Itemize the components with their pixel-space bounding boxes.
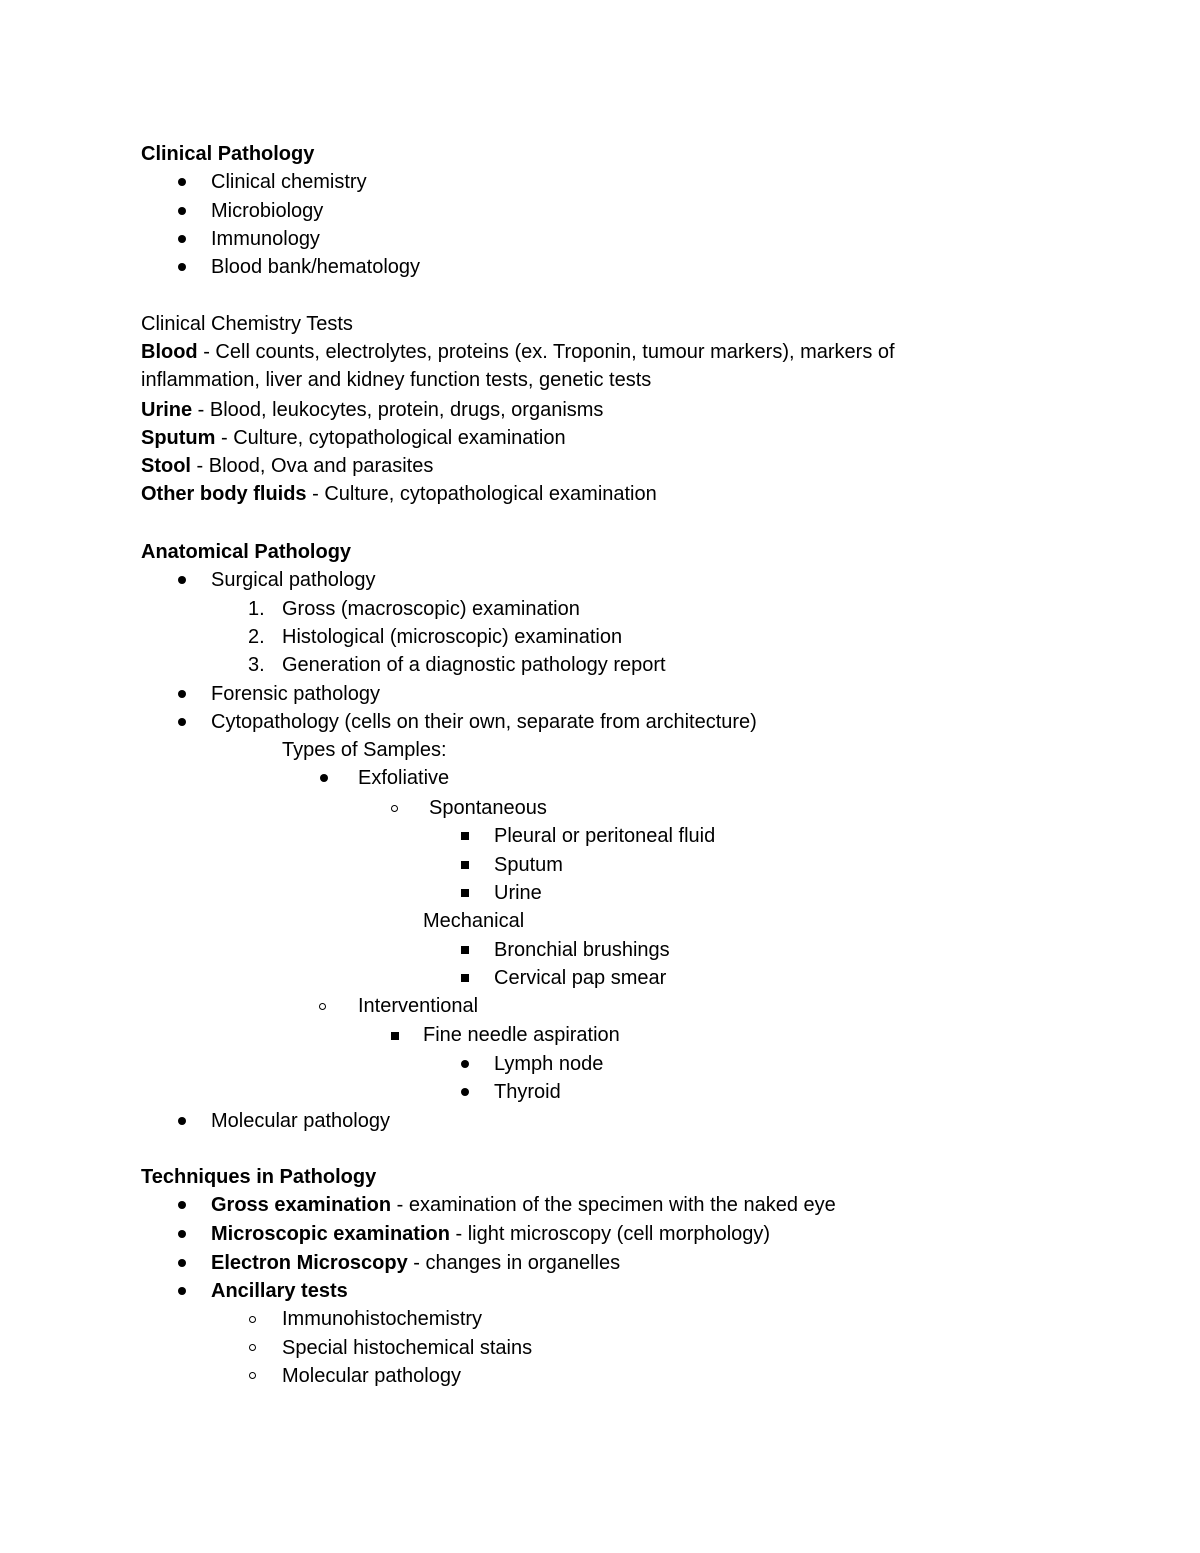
gross-row <box>211 1191 836 1219</box>
bullet-circle-icon <box>249 1316 256 1323</box>
step-number: 1. <box>248 598 265 620</box>
stool-label: Stool <box>141 455 191 477</box>
bullet-disc-icon <box>178 235 186 243</box>
list-item: Sputum <box>494 854 563 876</box>
gross-text: - examination of the specimen with the naked eye <box>391 1194 836 1216</box>
heading-techniques: Techniques in Pathology <box>141 1166 377 1188</box>
blood-row <box>141 338 895 366</box>
bullet-disc-icon <box>178 1201 186 1209</box>
list-item: Spontaneous <box>429 797 547 819</box>
electron-row <box>211 1249 620 1277</box>
list-item: Generation of a diagnostic pathology report <box>282 654 666 676</box>
list-item: Molecular pathology <box>282 1365 461 1387</box>
bullet-circle-icon <box>249 1344 256 1351</box>
bullet-square-icon <box>391 1032 399 1040</box>
bullet-circle-icon <box>319 1003 326 1010</box>
other-fluids-text: - Culture, cytopathological examination <box>306 483 657 505</box>
list-item: Cervical pap smear <box>494 967 667 989</box>
urine-text: - Blood, leukocytes, protein, drugs, organisms <box>192 399 604 421</box>
bullet-disc-icon <box>178 1230 186 1238</box>
bullet-square-icon <box>461 861 469 869</box>
step-number: 3. <box>248 654 265 676</box>
bullet-circle-icon <box>391 805 398 812</box>
bullet-disc-icon <box>461 1088 469 1096</box>
microscopic-text: - light microscopy (cell morphology) <box>449 1223 771 1245</box>
microscopic-label: Microscopic examination <box>211 1223 450 1245</box>
list-item: Fine needle aspiration <box>423 1024 620 1046</box>
list-item: Molecular pathology <box>211 1110 390 1132</box>
urine-label: Urine <box>141 399 193 421</box>
blood-row-continued: inflammation, liver and kidney function tests, genetic tests <box>141 369 652 391</box>
list-item: Immunohistochemistry <box>282 1308 483 1330</box>
list-item: Immunology <box>211 228 320 250</box>
bullet-disc-icon <box>178 718 186 726</box>
list-item: Cytopathology (cells on their own, separate from architecture) <box>211 711 757 733</box>
list-item: Histological (microscopic) examination <box>282 626 623 648</box>
bullet-disc-icon <box>178 207 186 215</box>
bullet-square-icon <box>461 946 469 954</box>
heading-clinical-pathology: Clinical Pathology <box>141 143 315 165</box>
list-item: Clinical chemistry <box>211 171 367 193</box>
bullet-square-icon <box>461 974 469 982</box>
bullet-square-icon <box>461 889 469 897</box>
bullet-disc-icon <box>461 1060 469 1068</box>
bullet-disc-icon <box>178 1287 186 1295</box>
list-item: Bronchial brushings <box>494 939 670 961</box>
gross-label: Gross examination <box>211 1194 392 1216</box>
electron-label: Electron Microscopy <box>211 1252 408 1274</box>
list-item: Interventional <box>358 995 479 1017</box>
stool-row <box>141 452 433 480</box>
list-item: Mechanical <box>423 910 525 932</box>
sputum-row <box>141 424 566 452</box>
types-of-samples-label: Types of Samples: <box>282 739 447 761</box>
list-item: Special histochemical stains <box>282 1337 533 1359</box>
bullet-circle-icon <box>249 1372 256 1379</box>
other-fluids-row <box>141 480 657 508</box>
bullet-disc-icon <box>178 263 186 271</box>
bullet-disc-icon <box>178 1259 186 1267</box>
subheading-chemistry-tests: Clinical Chemistry Tests <box>141 313 353 335</box>
other-fluids-label: Other body fluids <box>141 483 307 505</box>
list-item: Blood bank/hematology <box>211 256 421 278</box>
urine-row <box>141 396 603 424</box>
step-number: 2. <box>248 626 265 648</box>
list-item: Urine <box>494 882 542 904</box>
ancillary-label: Ancillary tests <box>211 1280 348 1302</box>
bullet-disc-icon <box>178 1117 186 1125</box>
blood-label: Blood <box>141 341 198 363</box>
list-item: Gross (macroscopic) examination <box>282 598 580 620</box>
list-item: Forensic pathology <box>211 683 380 705</box>
list-item: Pleural or peritoneal fluid <box>494 825 716 847</box>
blood-text: - Cell counts, electrolytes, proteins (ex. Troponin, tumour markers), markers of <box>197 341 895 363</box>
list-item: Lymph node <box>494 1053 604 1075</box>
list-item: Microbiology <box>211 200 324 222</box>
list-item: Surgical pathology <box>211 569 376 591</box>
list-item: Thyroid <box>494 1081 561 1103</box>
stool-text: - Blood, Ova and parasites <box>191 455 434 477</box>
bullet-disc-icon <box>178 576 186 584</box>
bullet-square-icon <box>461 832 469 840</box>
sputum-label: Sputum <box>141 427 216 449</box>
bullet-disc-icon <box>320 774 328 782</box>
heading-anatomical-pathology: Anatomical Pathology <box>141 541 352 563</box>
sputum-text: - Culture, cytopathological examination <box>215 427 566 449</box>
electron-text: - changes in organelles <box>407 1252 621 1274</box>
microscopic-row <box>211 1220 770 1248</box>
bullet-disc-icon <box>178 690 186 698</box>
bullet-disc-icon <box>178 178 186 186</box>
list-item: Exfoliative <box>358 767 450 789</box>
